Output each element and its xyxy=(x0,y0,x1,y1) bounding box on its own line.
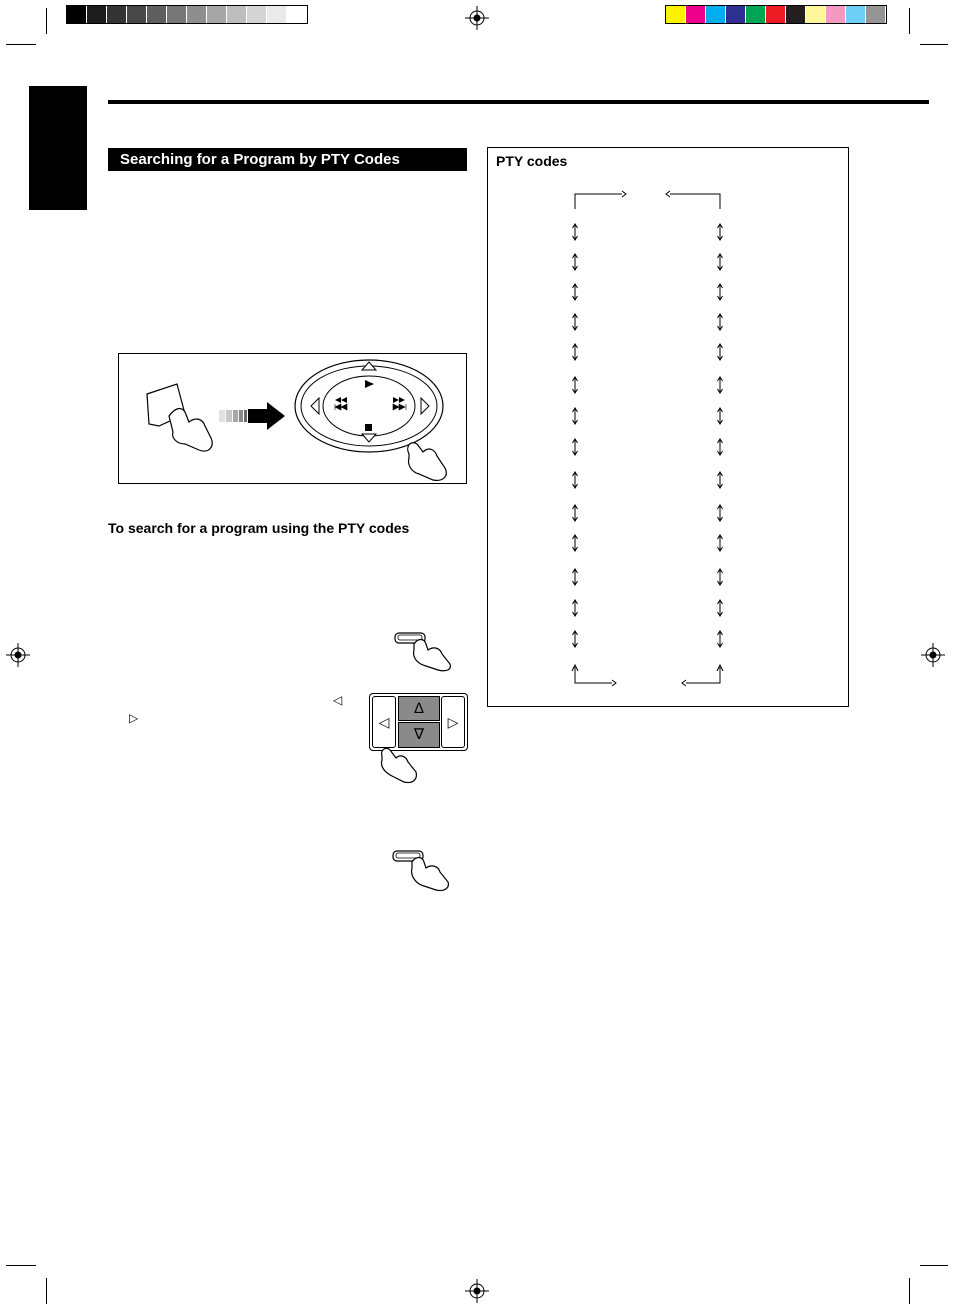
up-arrow-icon: ∆ xyxy=(414,700,424,717)
cycle-arrow-icon xyxy=(718,631,723,647)
gray-swatch xyxy=(187,6,207,23)
cursor-down-button[interactable] xyxy=(398,722,440,748)
crop-mark xyxy=(6,44,36,45)
cycle-arrow-icon xyxy=(573,284,578,300)
registration-mark-icon xyxy=(921,643,945,667)
section-heading: Searching for a Program by PTY Codes xyxy=(108,148,467,171)
cycle-arrow-icon xyxy=(573,600,578,616)
color-swatch xyxy=(666,6,686,23)
crop-mark xyxy=(920,44,948,45)
color-swatch xyxy=(826,6,846,23)
color-swatch xyxy=(726,6,746,23)
color-swatch xyxy=(846,6,866,23)
registration-mark-icon xyxy=(465,1279,489,1303)
cycle-arrow-icon xyxy=(718,472,723,488)
gray-swatch xyxy=(247,6,267,23)
cycle-arrow-icon xyxy=(718,569,723,585)
cycle-arrow-icon xyxy=(718,600,723,616)
cycle-arrow-icon xyxy=(573,505,578,521)
color-swatch xyxy=(706,6,726,23)
color-swatch xyxy=(766,6,786,23)
press-button-illustration xyxy=(392,628,456,672)
crop-mark xyxy=(920,1265,948,1266)
cycle-arrow-icon xyxy=(573,224,578,240)
color-swatch xyxy=(746,6,766,23)
color-swatch xyxy=(786,6,806,23)
cycle-arrow-icon xyxy=(718,439,723,455)
cycle-arrow-icon xyxy=(573,344,578,360)
color-swatch xyxy=(866,6,886,23)
crop-mark xyxy=(46,8,47,34)
cursor-left-icon: ◁ xyxy=(333,693,343,707)
registration-mark-icon xyxy=(6,643,30,667)
cursor-up-button[interactable] xyxy=(398,696,440,721)
cursor-right-icon: ▷ xyxy=(447,714,459,730)
cycle-arrow-icon xyxy=(718,224,723,240)
cursor-left-button[interactable] xyxy=(372,696,396,748)
remote-illustration xyxy=(119,354,466,483)
down-arrow-icon: ∇ xyxy=(413,726,425,743)
press-button-illustration xyxy=(390,846,454,892)
cycle-arrow-icon xyxy=(573,408,578,424)
gray-swatch xyxy=(207,6,227,23)
crop-mark xyxy=(909,1278,910,1304)
cycle-arrow-icon xyxy=(573,472,578,488)
cursor-right-button[interactable] xyxy=(441,696,465,748)
gray-swatch xyxy=(147,6,167,23)
cycle-arrow-icon xyxy=(718,408,723,424)
cycle-arrow-icon xyxy=(718,505,723,521)
language-tab xyxy=(29,86,87,210)
gray-swatch xyxy=(67,6,87,23)
cycle-arrow-icon xyxy=(573,535,578,551)
pty-codes-title: PTY codes xyxy=(496,153,568,169)
cycle-arrow-icon xyxy=(718,377,723,393)
crop-mark xyxy=(909,8,910,34)
crop-mark xyxy=(46,1278,47,1304)
procedure-subheading: To search for a program using the PTY codes xyxy=(108,520,410,536)
cycle-arrow-icon xyxy=(718,284,723,300)
gray-swatch xyxy=(87,6,107,23)
color-swatch xyxy=(686,6,706,23)
cursor-right-icon: ▷ xyxy=(129,711,139,725)
registration-mark-icon xyxy=(465,6,489,30)
cycle-arrow-icon xyxy=(718,344,723,360)
gray-swatch xyxy=(227,6,247,23)
cycle-arrow-icon xyxy=(573,314,578,330)
color-swatch xyxy=(806,6,826,23)
color-registration-bar xyxy=(665,5,887,24)
crop-mark xyxy=(6,1265,36,1266)
hand-pointer-icon xyxy=(376,746,420,784)
pty-cycle-diagram xyxy=(560,185,740,690)
gray-swatch xyxy=(127,6,147,23)
cycle-arrow-icon xyxy=(573,377,578,393)
cycle-arrow-icon xyxy=(718,314,723,330)
gray-swatch xyxy=(167,6,187,23)
gray-swatch xyxy=(287,6,307,23)
gray-swatch xyxy=(107,6,127,23)
gray-scale-bar xyxy=(66,5,308,24)
cycle-arrow-icon xyxy=(573,254,578,270)
cycle-arrow-icon xyxy=(573,569,578,585)
cycle-arrow-icon xyxy=(573,439,578,455)
header-rule xyxy=(108,100,929,104)
cursor-left-icon: ◁ xyxy=(378,714,390,730)
cycle-arrow-icon xyxy=(573,631,578,647)
cycle-arrow-icon xyxy=(718,254,723,270)
cycle-arrow-icon xyxy=(718,535,723,551)
gray-swatch xyxy=(267,6,287,23)
